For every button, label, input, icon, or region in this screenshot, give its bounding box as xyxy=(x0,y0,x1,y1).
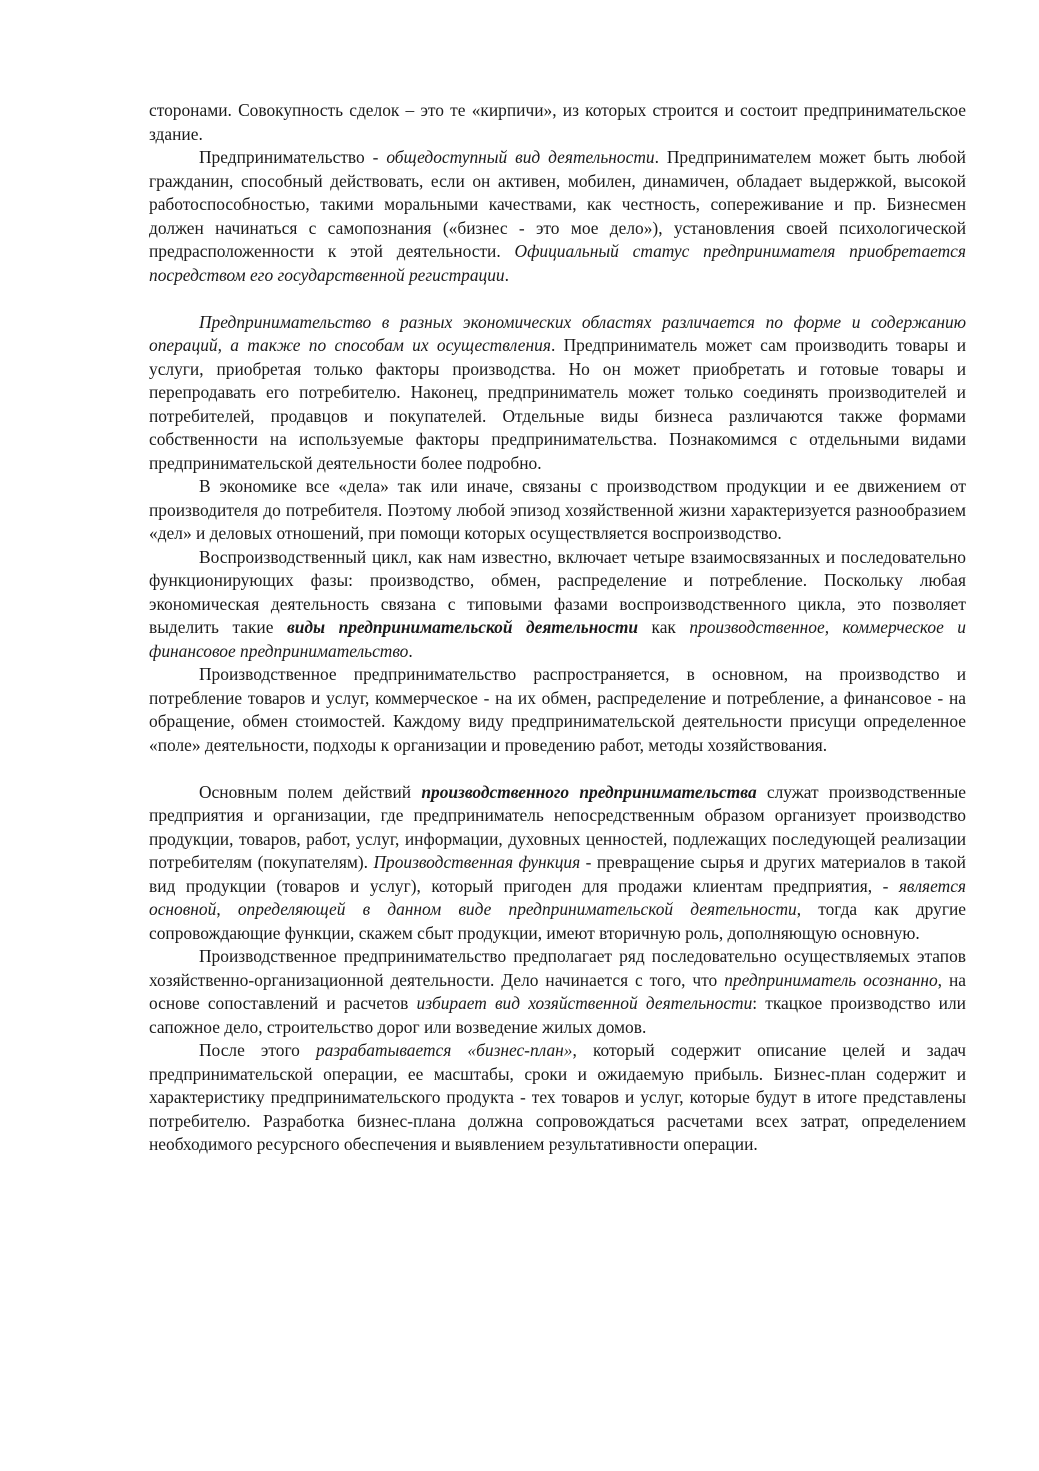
text-run: , тогда как другие сопровождающие функции, скажем сбыт продукции, имеют вторичную роль, дополняющую основную. xyxy=(149,899,966,943)
text-run: , xyxy=(216,899,238,919)
paragraph xyxy=(149,663,966,757)
paragraph xyxy=(149,945,966,1039)
text-run: служат производственные предприятия и организации, где предприниматель непосредственным образом организует производство продукции, товаров, работ, услуг, информации, духовных ценностей, подлежащих последующей реализации потребителям (покупателям). xyxy=(149,781,966,872)
text-run: Предпринимательство - xyxy=(199,147,387,167)
bold-italic-text-run: производственного предпринимательства xyxy=(421,781,757,802)
text-run: . Предприниматель может сам производить товары и услуги, приобретая только факторы производства. Но он может приобретать и готовые товары и перепродавать его потребителю. Наконец, предприниматель может только соединять производителей и потребителей, продавцов и покупателей. Отдельные виды бизнеса различаются также формами собственности на используемые факторы предпринимательства. Познакомимся с отдельными видами предпринимательской деятельности более подробно. xyxy=(149,335,966,473)
paragraph xyxy=(149,781,966,946)
italic-text-run: предприниматель осознанно xyxy=(724,969,938,990)
text-run: : ткацкое производство или сапожное дело, строительство дорог или возведение жилых домов. xyxy=(149,993,966,1037)
text-run: , на основе сопоставлений и расчетов xyxy=(149,969,966,1013)
text-run: . xyxy=(504,264,509,285)
italic-text-run: общедоступный вид деятельности xyxy=(386,147,655,167)
paragraph xyxy=(149,546,966,664)
text-run: В экономике все «дела» так или иначе, связаны с производством продукции и ее движением от производителя до потребителя. Поэтому любой эпизод хозяйственной жизни характеризуется разнообразием «дел» и деловых отношений, при помощи которых осуществляется воспроизводство. xyxy=(149,476,966,543)
document-body xyxy=(149,99,966,1157)
italic-text-run: Производственная функция xyxy=(373,852,581,872)
paragraph xyxy=(149,146,966,287)
text-run: - превращение сырья и других материалов в такой вид продукции (товаров и услуг), который пригоден для продажи клиентам предприятия, - xyxy=(149,852,966,896)
italic-text-run: определяющей в данном виде предпринимательской деятельности xyxy=(237,899,797,919)
paragraph-spacer xyxy=(149,757,966,781)
text-run: . Предпринимателем может быть любой гражданин, способный действовать, если он активен, мобилен, динамичен, обладает выдержкой, высокой работоспособностью, такими моральными качествами, как честность, сопереживание и пр. Бизнесмен должен начинаться с самопознания («бизнес - это мое дело»), установления своей психологической предрасположенности к этой деятельности. xyxy=(149,147,966,261)
text-run: Основным полем действий xyxy=(199,781,422,802)
paragraph xyxy=(149,311,966,476)
italic-text-run: Предпринимательство в разных экономических областях различается по форме и содержанию операций, а также по способам их осуществления xyxy=(149,311,966,355)
text-run: Воспроизводственный цикл, как нам известно, включает четыре взаимосвязанных и последовательно функционирующих фазы: производство, обмен, распределение и потребление. Поскольку любая экономическая деятельность связана с типовыми фазами воспроизводственного цикла, это позволяет выделить такие xyxy=(149,546,966,637)
bold-italic-text-run: виды предпринимательской деятельности xyxy=(286,617,639,637)
italic-text-run: избирает вид хозяйственной деятельности xyxy=(416,993,753,1013)
italic-text-run: является основной xyxy=(149,875,966,919)
text-run: После этого xyxy=(199,1040,316,1060)
text-run: , который содержит описание целей и задач предпринимательской операции, ее масштабы, сроки и ожидаемую прибыль. Бизнес-план содержит и характеристику предпринимательского продукта - тех товаров и услуг, которые будут в итоге представлены потребителю. Разработка бизнес-плана должна сопровождаться расчетами всех затрат, определением необходимого ресурсного обеспечения и выявлением результативности операции. xyxy=(149,1040,966,1154)
italic-text-run: производственное, коммерческое и финансовое предпринимательство xyxy=(149,617,966,661)
italic-text-run: разрабатывается «бизнес-план» xyxy=(315,1040,573,1060)
paragraph xyxy=(149,475,966,546)
paragraph xyxy=(149,99,966,146)
text-run: как xyxy=(638,617,690,637)
text-run: Производственное предпринимательство распространяется, в основном, на производство и потребление товаров и услуг, коммерческое - на их обмен, распределение и потребление, а финансовое - на обращение, обмен стоимостей. Каждому виду предпринимательской деятельности присущи определенное «поле» деятельности, подходы к организации и проведению работ, методы хозяйствования. xyxy=(149,664,966,755)
paragraph-spacer xyxy=(149,287,966,311)
paragraph xyxy=(149,1039,966,1157)
text-run: Производственное предпринимательство предполагает ряд последовательно осуществляемых этапов хозяйственно-организационной деятельности. Дело начинается с того, что xyxy=(149,946,966,990)
text-run: сторонами. Совокупность сделок – это те «кирпичи», из которых строится и состоит предпринимательское здание. xyxy=(149,100,966,144)
text-run: . xyxy=(408,640,413,661)
italic-text-run: Официальный статус предпринимателя приобретается посредством его государственной регистрации xyxy=(149,241,966,285)
